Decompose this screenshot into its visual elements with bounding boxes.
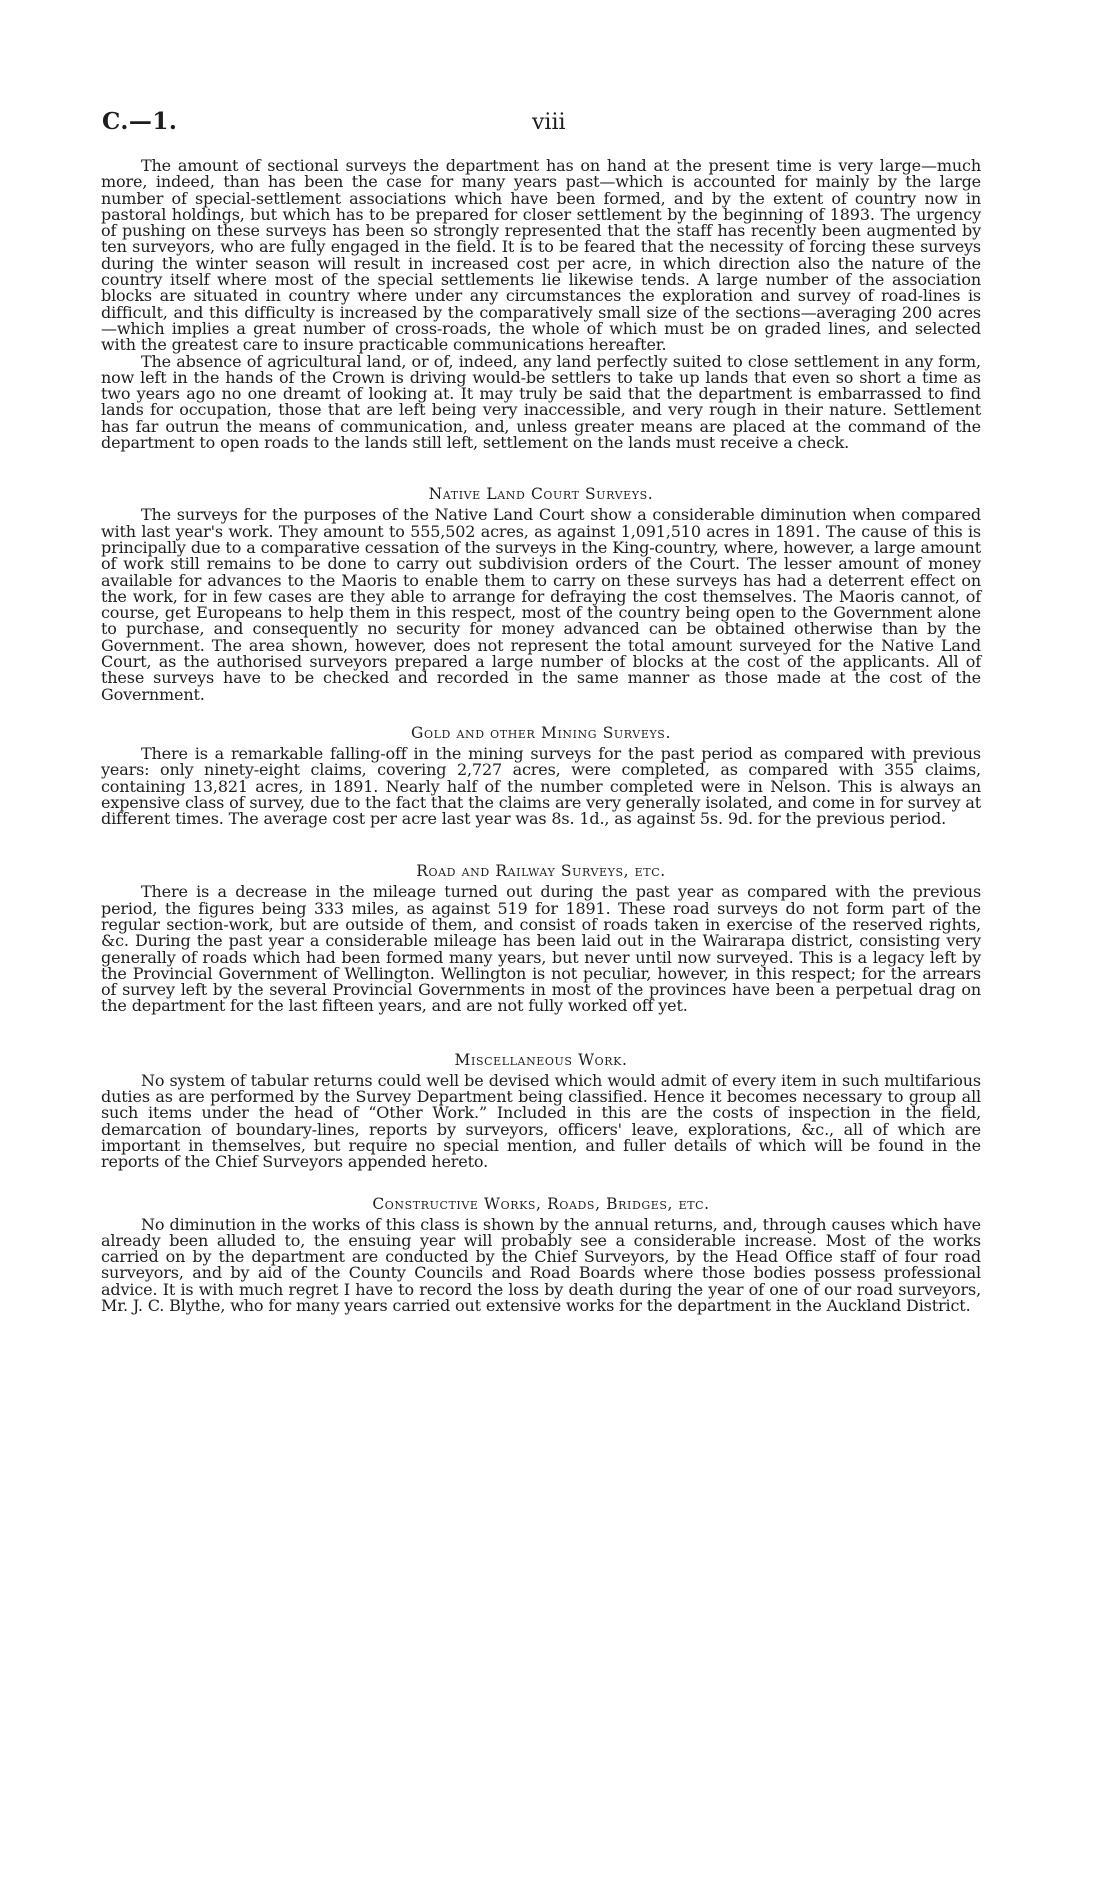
section-road-railway-surveys	[101, 862, 981, 1014]
document-reference: C.—1.	[102, 108, 178, 135]
section-heading: Constructive Works, Roads, Bridges, etc.	[372, 1194, 710, 1213]
section-heading: Native Land Court Surveys.	[428, 485, 654, 504]
section-miscellaneous-work	[101, 1051, 981, 1171]
paragraph: There is a remarkable falling-off in the mining surveys for the past period as compared with previous years: only ninety-eight claims, covering 2,727 acres, were completed, as compared with 355 claims, containing 13,821 acres, in 1891. Nearly half of the number completed were in Nelson. This is always an expensive class of survey, due to the fact that the claims are very generally isolated, and come in for survey at different times. The average cost per acre last year was 8s. 1d., as against 5s. 9d. for the previous period.	[101, 743, 981, 829]
paragraph: No system of tabular returns could well be devised which would admit of every item in such multifarious duties as are performed by the Survey Department being classified. Hence it becomes necessary to group all such items under the head of “Other Work.” Included in this are the costs of inspection in the field, demarcation of boundary-lines, reports by surveyors, officers' leave, explorations, &c., all of which are important in themselves, but require no special mention, and fuller details of which will be found in the reports of the Chief Surveyors appended hereto.	[101, 1070, 981, 1172]
paragraph: The surveys for the purposes of the Native Land Court show a considerable diminution when compared with last year's work. They amount to 555,502 acres, as against 1,091,510 acres in 1891. The cause of this is principally due to a comparative cessation of the surveys in the King-country, where, however, a large amount of work still remains to be done to carry out subdivision orders of the Court. The lesser amount of money available for advances to the Maoris to enable them to carry on these surveys has had a deterrent effect on the work, for in few cases are they able to arrange for defraying the cost themselves. The Maoris cannot, of course, get Europeans to help them in this respect, most of the country being open to the Government alone to purchase, and consequently no security for money advanced can be obtained otherwise than by the Government. The area shown, however, does not represent the total amount surveyed for the Native Land Court, as the authorised surveyors prepared a large number of blocks at the cost of the applicants. All of these surveys have to be checked and recorded in the same manner as those made at the cost of the Government.	[101, 505, 981, 704]
section-sectional-surveys	[101, 158, 981, 451]
section-heading: Miscellaneous Work.	[454, 1050, 628, 1069]
paragraph: The amount of sectional surveys the department has on hand at the present time is very large—much more, indeed, than has been the case for many years past—which is accounted for mainly by the large number of special-settlement associations which have been formed, and by the extent of country now in pastoral holdings, but which has to be prepared for closer settlement by the beginning of 1893. The urgency of pushing on these surveys has been so strongly represented that the staff has recently been augmented by ten surveyors, who are fully engaged in the field. It is to be feared that the necessity of forcing these surveys during the winter season will result in increased cost per acre, in which direction also the nature of the country itself where most of the special settlements lie likewise tends. A large number of the association blocks are situated in country where under any circumstances the exploration and survey of road-lines is difficult, and this difficulty is increased by the comparatively small size of the sections—averaging 200 acres—which implies a great number of cross-roads, the whole of which must be on graded lines, and selected with the greatest care to insure practicable communications hereafter.	[101, 156, 981, 355]
paragraph: There is a decrease in the mileage turned out during the past year as compared with the previous period, the figures being 333 miles, as against 519 for 1891. These road surveys do not form part of the regular section-work, but are outside of them, and consist of roads taken in exercise of the reserved rights, &c. During the past year a considerable mileage has been laid out in the Wairarapa district, consisting very generally of roads which had been formed many years, but never until now surveyed. This is a legacy left by the Provincial Government of Wellington. Wellington is not peculiar, however, in this respect; for the arrears of survey left by the several Provincial Governments in most of the provinces have been a perpetual drag on the department for the last fifteen years, and are not fully worked off yet.	[101, 882, 981, 1016]
section-constructive-works	[101, 1195, 981, 1315]
page-number: viii	[532, 110, 566, 135]
page-header	[102, 108, 982, 138]
paragraph: No diminution in the works of this class is shown by the annual returns, and, through causes which have already been alluded to, the ensuing year will probably see a considerable increase. Most of the works carried on by the department are conducted by the Chief Surveyors, by the Head Office staff of four road surveyors, and by aid of the County Councils and Road Boards where those bodies possess professional advice. It is with much regret I have to record the loss by death during the year of one of our road surveyors, Mr. J. C. Blythe, who for many years carried out extensive works for the department in the Auckland District.	[101, 1214, 981, 1316]
document-body	[101, 158, 981, 1314]
paragraph: The absence of agricultural land, or of, indeed, any land perfectly suited to close settlement in any form, now left in the hands of the Crown is driving would-be settlers to take up lands that even so short a time as two years ago no one dreamt of looking at. It may truly be said that the department is embarrassed to find lands for occupation, those that are left being very inaccessible, and very rough in their nature. Settlement has far outrun the means of communication, and, unless greater means are placed at the command of the department to open roads to the lands still left, settlement on the lands must receive a check.	[101, 351, 981, 453]
section-heading: Gold and other Mining Surveys.	[411, 723, 671, 742]
section-native-land-court-surveys	[101, 485, 981, 703]
section-heading: Road and Railway Surveys, etc.	[416, 862, 666, 881]
section-mining-surveys	[101, 724, 981, 827]
